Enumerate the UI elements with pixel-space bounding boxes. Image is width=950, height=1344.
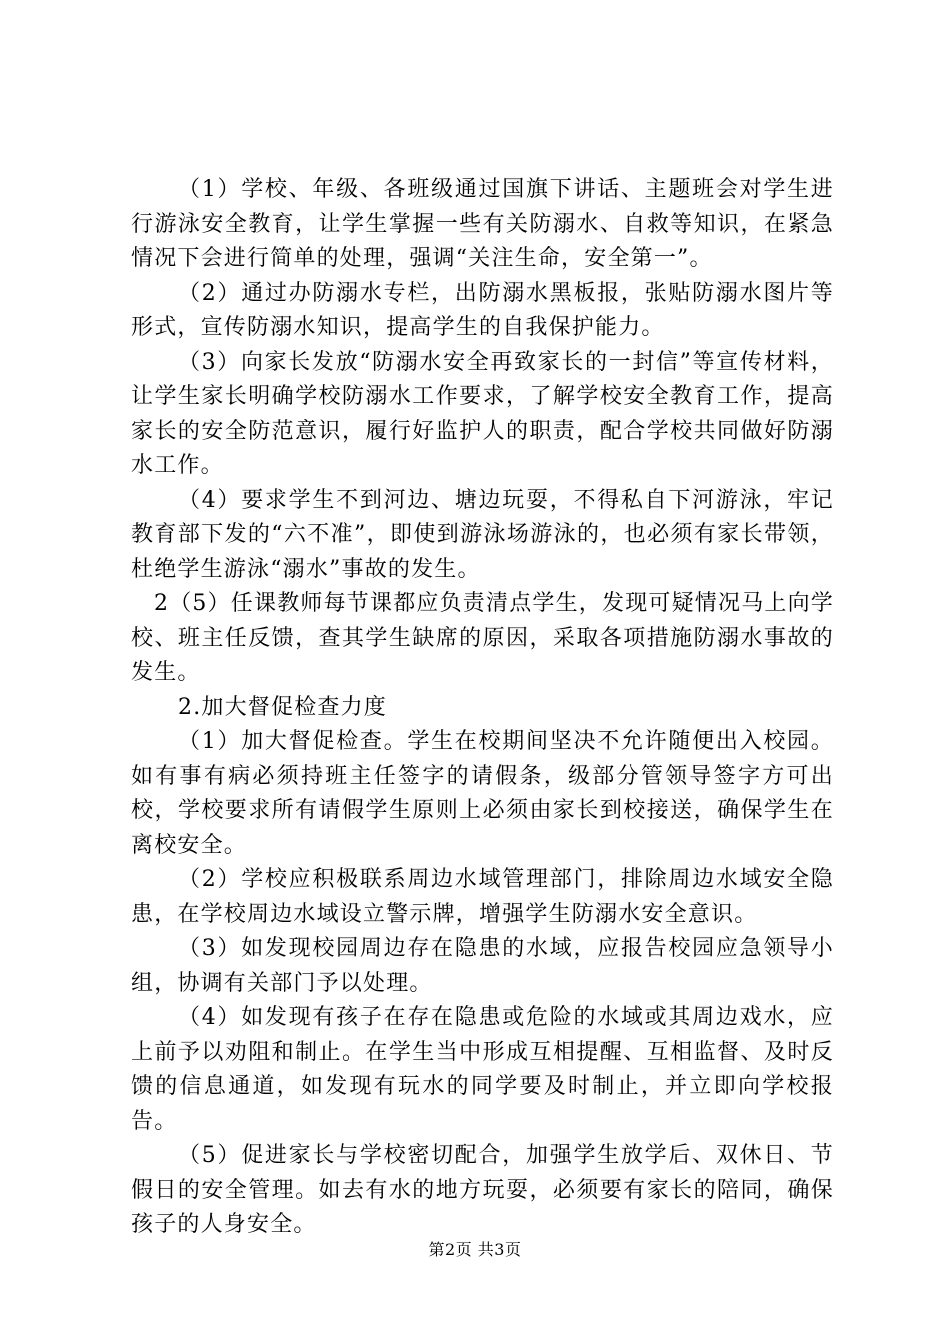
paragraph-3: （3）向家长发放“防溺水安全再致家长的一封信”等宣传材料，让学生家长明确学校防溺水工作要求，了解学校安全教育工作，提高家长的安全防范意识，履行好监护人的职责，配合学校共同做好防溺水工作。 xyxy=(131,349,834,478)
paragraph-10: （4）如发现有孩子在存在隐患或危险的水域或其周边戏水，应上前予以劝阻和制止。在学生当中形成互相提醒、互相监督、及时反馈的信息通道，如发现有玩水的同学要及时制止，并立即向学校报告。 xyxy=(131,1005,834,1134)
paragraph-8: （2）学校应积极联系周边水域管理部门，排除周边水域安全隐患，在学校周边水域设立警示牌，增强学生防溺水安全意识。 xyxy=(131,867,834,927)
paragraph-4: （4）要求学生不到河边、塘边玩耍，不得私自下河游泳，牢记教育部下发的“六不准”，即使到游泳场游泳的，也必须有家长带领，杜绝学生游泳“溺水”事故的发生。 xyxy=(131,487,834,582)
paragraph-7: （1）加大督促检查。学生在校期间坚决不允许随便出入校园。如有事有病必须持班主任签字的请假条，级部分管领导签字方可出校，学校要求所有请假学生原则上必须由家长到校接送，确保学生在离校安全。 xyxy=(131,729,834,858)
paragraph-2: （2）通过办防溺水专栏，出防溺水黑板报，张贴防溺水图片等形式，宣传防溺水知识，提高学生的自我保护能力。 xyxy=(131,280,834,340)
document-body xyxy=(131,173,834,1243)
paragraph-11: （5）促进家长与学校密切配合，加强学生放学后、双休日、节假日的安全管理。如去有水的地方玩耍，必须要有家长的陪同，确保孩子的人身安全。 xyxy=(131,1143,834,1237)
section-heading: 2.加大督促检查力度 xyxy=(178,694,387,720)
paragraph-5: 2（5）任课教师每节课都应负责清点学生，发现可疑情况马上向学校、班主任反馈，查其学生缺席的原因，采取各项措施防溺水事故的发生。 xyxy=(131,591,834,685)
paragraph-9: （3）如发现校园周边存在隐患的水域，应报告校园应急领导小组，协调有关部门予以处理。 xyxy=(131,936,834,996)
page-number-footer: 第2页 共3页 xyxy=(428,1240,522,1259)
paragraph-1: （1）学校、年级、各班级通过国旗下讲话、主题班会对学生进行游泳安全教育，让学生掌握一些有关防溺水、自救等知识，在紧急情况下会进行简单的处理，强调“关注生命，安全第一”。 xyxy=(131,177,834,271)
